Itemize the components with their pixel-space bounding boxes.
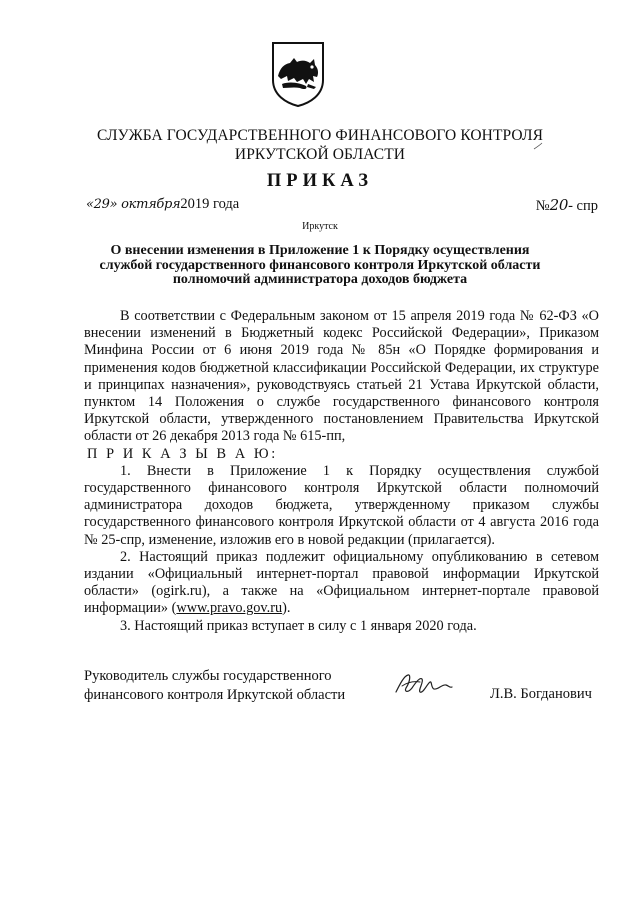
item-1-paragraph: 1. Внести в Приложение 1 к Порядку осуществления службой государственного финансового контроля Иркутской области полномочий администратора доходов бюджета, утвержденному приказом службы государственного финансового контроля Иркутской области от 4 августа 2016 года № 25-спр, изменение, изложив его в новой редакции (прилагается). bbox=[84, 462, 599, 548]
item-3-paragraph: 3. Настоящий приказ вступает в силу с 1 января 2020 года. bbox=[120, 617, 477, 634]
item-2-text: 2. Настоящий приказ подлежит официальному опубликованию в сетевом издании «Официальный интернет-портал правовой информации Иркутской области» (ogirk.ru), а также на «Официальном интернет-портале правовой информации» ( bbox=[84, 548, 599, 617]
document-city: Иркутск bbox=[302, 221, 338, 232]
document-number bbox=[536, 196, 598, 215]
number-suffix: - спр bbox=[568, 198, 598, 214]
subject-line3: полномочий администратора доходов бюджета bbox=[172, 272, 468, 287]
document-title: ПРИКАЗ bbox=[266, 171, 374, 191]
preamble-paragraph: В соответствии с Федеральным законом от 15 апреля 2019 года № 62-ФЗ «О внесении изменений в Бюджетный кодекс Российской Федерации», Приказом Минфина России от 6 июня 2019 года № 85н «О Порядке формирования и применения кодов бюджетной классификации Российской Федерации, их структуре и принципах назначения», руководствуясь статьей 21 Устава Иркутской области, пунктом 14 Положения о службе государственного финансового контроля Иркутской области, утвержденного постановлением Правительства Иркутской области от 26 декабря 2013 года № 615-пп, bbox=[84, 308, 599, 445]
number-prefix: № bbox=[535, 198, 550, 214]
document-subject bbox=[70, 244, 570, 288]
org-name-line1: СЛУЖБА ГОСУДАРСТВЕННОГО ФИНАНСОВОГО КОНТРОЛЯ bbox=[96, 127, 544, 144]
document-body bbox=[84, 308, 599, 635]
orders-word: П Р И К А З Ы В А Ю: bbox=[87, 445, 278, 462]
item-2-paragraph bbox=[84, 549, 599, 618]
signature-icon bbox=[392, 666, 454, 702]
subject-line2: службой государственного финансового контроля Иркутской области bbox=[99, 257, 541, 273]
document-date bbox=[86, 196, 239, 213]
date-year: 2019 года bbox=[180, 196, 240, 212]
coat-of-arms-icon bbox=[270, 40, 326, 108]
signatory-position bbox=[84, 667, 345, 705]
item-2-end: ). bbox=[282, 600, 291, 617]
org-name-line2: ИРКУТСКОЙ ОБЛАСТИ bbox=[234, 146, 406, 163]
subject-line1: О внесении изменения в Приложение 1 к Порядку осуществления bbox=[110, 243, 530, 258]
number-handwritten: 20 bbox=[549, 196, 569, 214]
pen-mark bbox=[533, 142, 543, 150]
date-handwritten: «29» октября bbox=[86, 197, 181, 212]
position-line1: Руководитель службы государственного bbox=[84, 668, 332, 684]
position-line2: финансового контроля Иркутской области bbox=[84, 687, 346, 703]
signatory-name: Л.В. Богданович bbox=[490, 686, 592, 702]
pravo-link[interactable]: www.pravo.gov.ru bbox=[176, 600, 283, 617]
